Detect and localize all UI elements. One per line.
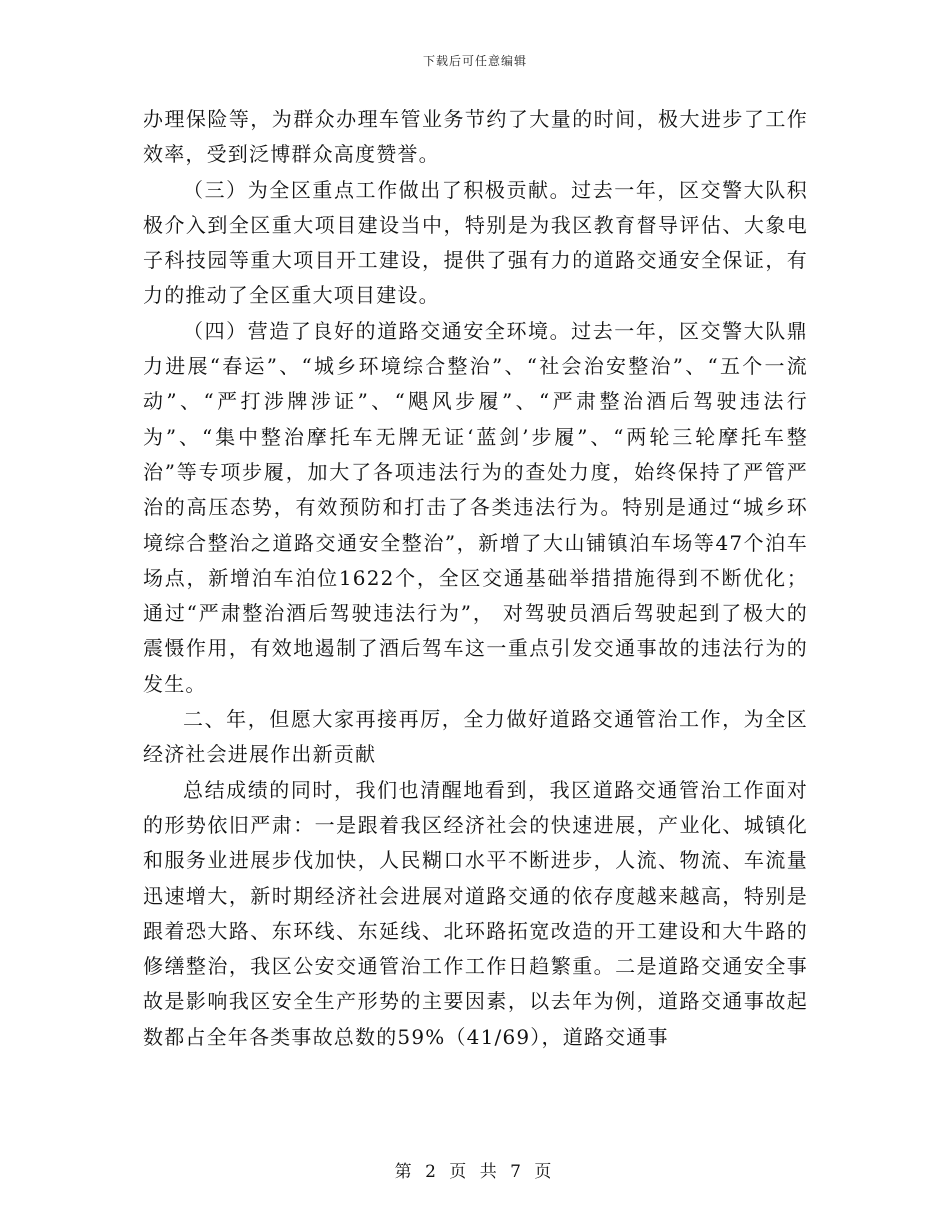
page-header-note: 下载后可任意编辑: [422, 54, 527, 68]
paragraph-section-four: （四）营造了良好的道路交通安全环境。过去一年，区交警大队鼎力进展“春运”、“城乡环境综合整治”、“社会治安整治”、“五个一流动”、“严打涉牌涉证”、“飓风步履”、“严肃整治酒后驾驶违法行为”、“集中整治摩托车无牌无证‘蓝剑’步履”、“两轮三轮摩托车整治”等专项步履，加大了各项违法行为的查处力度，始终保持了严管严治的高压态势，有效预防和打击了各类违法行为。特别是通过“城乡环境综合整治之道路交通安全整治”，新增了大山铺镇泊车场等47个泊车场点，新增泊车泊位1622个，全区交通基础举措措施得到不断优化；通过“严肃整治酒后驾驶违法行为”， 对驾驶员酒后驾驶起到了极大的震慑作用，有效地遏制了酒后驾车这一重点引发交通事故的违法行为的发生。: [143, 318, 808, 696]
paragraph-section-three: （三）为全区重点工作做出了积极贡献。过去一年，区交警大队积极介入到全区重大项目建设当中，特别是为我区教育督导评估、大象电子科技园等重大项目开工建设，提供了强有力的道路交通安全保证，有力的推动了全区重大项目建设。: [143, 177, 808, 308]
page-number-footer: 第 2 页 共 7 页: [394, 1162, 556, 1182]
document-body: [143, 102, 808, 1055]
paragraph-heading-two: 二、年，但愿大家再接再厉，全力做好道路交通管治工作，为全区经济社会进展作出新贡献: [143, 707, 808, 767]
paragraph-continuation: 办理保险等，为群众办理车管业务节约了大量的时间，极大进步了工作效率，受到泛博群众高度赞誉。: [143, 107, 808, 167]
paragraph-summary: 总结成绩的同时，我们也清醒地看到，我区道路交通管治工作面对的形势依旧严肃：一是跟着我区经济社会的快速进展，产业化、城镇化和服务业进展步伐加快，人民糊口水平不断进步，人流、物流、车流量迅速增大，新时期经济社会进展对道路交通的依存度越来越高，特别是跟着恐大路、东环线、东延线、北环路拓宽改造的开工建设和大牛路的修缮整治，我区公安交通管治工作工作日趋繁重。二是道路交通安全事故是影响我区安全生产形势的主要因素，以去年为例，道路交通事故起数都占全年各类事故总数的59%（41/69），道路交通事: [143, 777, 808, 1049]
